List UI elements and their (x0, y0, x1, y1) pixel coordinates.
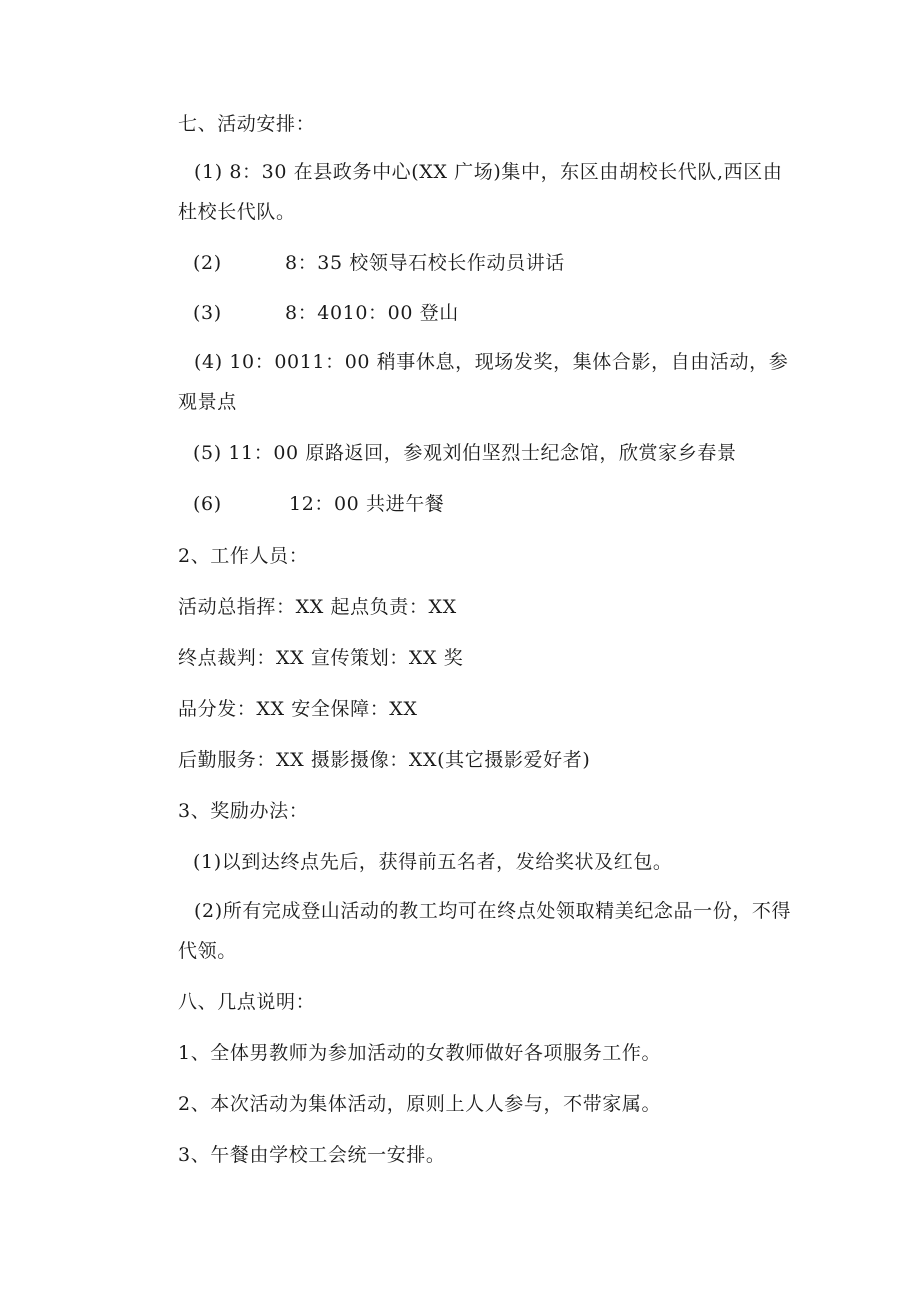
staff-line-4: 后勤服务：XX 摄影摄像：XX(其它摄影爱好者) (178, 749, 591, 771)
schedule-item-1 (178, 152, 798, 232)
schedule-item-3-text: 8：4010：00 登山 (285, 302, 459, 324)
note-item-1: 1、全体男教师为参加活动的女教师做好各项服务工作。 (178, 1042, 662, 1064)
activity-schedule-heading: 七、活动安排： (178, 113, 316, 135)
schedule-item-4-num: (4) (194, 351, 223, 373)
notes-heading: 八、几点说明： (178, 991, 316, 1013)
staff-line-2: 终点裁判：XX 宣传策划：XX 奖 (178, 647, 464, 669)
schedule-item-2 (193, 251, 565, 275)
schedule-item-4-text: 10：0011：00 稍事休息，现场发奖，集体合影，自由活动，参观景点 (178, 351, 789, 413)
schedule-item-2-text: 8：35 校领导石校长作动员讲话 (285, 252, 565, 274)
schedule-item-3 (193, 301, 459, 325)
staff-heading: 2、工作人员： (178, 545, 309, 567)
schedule-item-6-text: 12：00 共进午餐 (289, 493, 445, 515)
note-item-3: 3、午餐由学校工会统一安排。 (178, 1144, 446, 1166)
note-item-2: 2、本次活动为集体活动，原则上人人参与，不带家属。 (178, 1093, 662, 1115)
staff-line-1: 活动总指挥：XX 起点负责：XX (178, 596, 457, 618)
schedule-item-4 (178, 342, 798, 422)
reward-item-1: (1)以到达终点先后，获得前五名者，发给奖状及红包。 (193, 851, 673, 873)
schedule-item-6-num: (6) (193, 493, 222, 515)
schedule-item-5-text: 11：00 原路返回，参观刘伯坚烈士纪念馆，欣赏家乡春景 (228, 442, 737, 464)
schedule-item-1-num: (1) (194, 161, 223, 183)
reward-item-2: (2)所有完成登山活动的教工均可在终点处领取精美纪念品一份，不得代领。 (178, 900, 792, 962)
schedule-item-3-num: (3) (193, 302, 222, 324)
schedule-item-5-num: (5) (193, 442, 222, 464)
schedule-item-5 (193, 441, 737, 465)
schedule-item-1-text: 8：30 在县政务中心(XX 广场)集中，东区由胡校长代队,西区由杜校长代队。 (178, 161, 783, 223)
staff-line-3: 品分发：XX 安全保障：XX (178, 698, 418, 720)
schedule-item-2-num: (2) (193, 252, 222, 274)
schedule-item-6 (193, 492, 444, 516)
reward-heading: 3、奖励办法： (178, 800, 309, 822)
